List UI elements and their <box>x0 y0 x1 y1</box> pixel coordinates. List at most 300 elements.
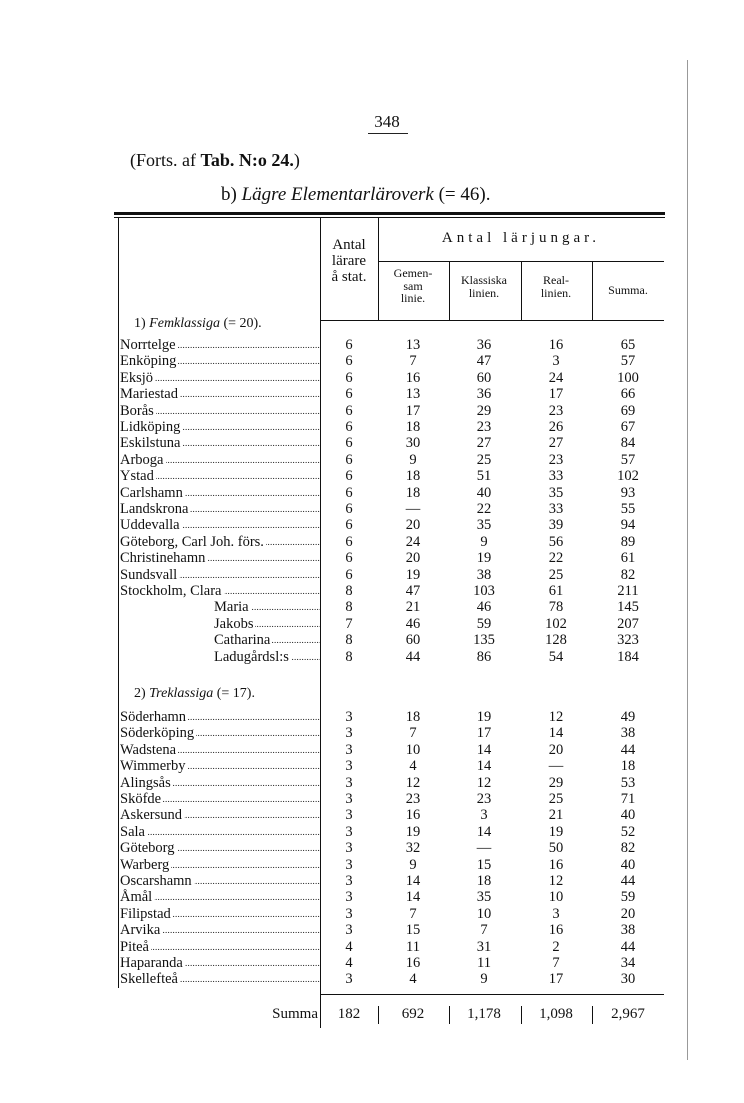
row-name: Eksjö <box>120 369 154 386</box>
row-name-cell <box>120 534 320 551</box>
cell-antal-larare: 3 <box>345 791 353 807</box>
table-row <box>0 758 744 775</box>
table-row <box>0 873 744 890</box>
row-name: Skellefteå <box>120 971 178 988</box>
cell-gemensam: 16 <box>405 955 421 971</box>
cell-gemensam: 11 <box>406 938 420 955</box>
cell-real: — <box>548 758 564 775</box>
section-title-italic: Femklassiga <box>149 316 220 331</box>
cell-antal-larare: 6 <box>345 533 353 550</box>
section-title-italic: Treklassiga <box>149 686 214 701</box>
row-name: Eskilstuna <box>120 435 181 452</box>
row-name: Sundsvall <box>120 566 178 583</box>
summa-real: 1,098 <box>539 1006 573 1022</box>
cell-antal-larare: 7 <box>345 615 353 632</box>
section-title-suffix: (= 17). <box>213 686 255 701</box>
cell-summa: 44 <box>620 873 636 889</box>
cell-gemensam: 32 <box>405 840 421 857</box>
cell-real: 17 <box>548 386 564 403</box>
cell-gemensam: 12 <box>405 774 421 791</box>
cell-gemensam: 46 <box>405 615 421 632</box>
cell-klassiska: 7 <box>480 922 488 939</box>
row-name: Oscarshamn <box>120 873 192 889</box>
cell-antal-larare: 6 <box>345 402 353 419</box>
cell-gemensam: 17 <box>405 402 421 419</box>
cell-klassiska: 11 <box>477 955 491 971</box>
table-row <box>0 583 744 600</box>
summa-total: 2,967 <box>611 1006 645 1022</box>
table-row <box>0 501 744 518</box>
cell-summa: 38 <box>620 725 636 742</box>
cell-antal-larare: 6 <box>345 501 353 517</box>
row-name: Sköfde <box>120 791 162 807</box>
cell-real: 33 <box>548 468 564 485</box>
cell-summa: 65 <box>620 337 636 353</box>
cell-summa: 40 <box>620 807 636 824</box>
table-row <box>0 807 744 824</box>
summa-gemensam: 692 <box>401 1006 425 1022</box>
cell-antal-larare: 4 <box>345 938 353 955</box>
cell-klassiska: 38 <box>476 566 492 583</box>
cell-real: 20 <box>548 741 564 758</box>
table-row <box>0 632 744 649</box>
row-name-cell <box>120 939 320 956</box>
cell-antal-larare: 3 <box>345 922 353 939</box>
cell-summa: 44 <box>620 741 636 758</box>
header-gemensam-line: sam <box>403 278 423 293</box>
table-row <box>0 775 744 792</box>
cell-klassiska: 135 <box>473 632 495 649</box>
table-row <box>0 337 744 354</box>
cell-antal-larare: 3 <box>345 807 353 824</box>
cell-gemensam: 19 <box>405 823 421 840</box>
cell-gemensam: 18 <box>405 419 421 435</box>
table-row <box>0 403 744 420</box>
header-gemensam <box>378 267 448 305</box>
cell-summa: 59 <box>620 889 636 906</box>
header-real-line: Real- <box>543 273 569 287</box>
cell-real: 54 <box>548 648 564 665</box>
row-name: Ladugårdsl:s <box>214 648 289 665</box>
cell-real: 12 <box>548 873 564 889</box>
page-number-rule <box>368 133 408 134</box>
row-name-cell <box>120 857 320 874</box>
cell-klassiska: 23 <box>476 419 492 435</box>
cell-gemensam: 19 <box>405 566 421 583</box>
row-name-cell <box>120 758 320 775</box>
cell-antal-larare: 3 <box>345 840 353 857</box>
cell-summa: 44 <box>620 938 636 955</box>
section-title-prefix: 1) <box>134 316 150 331</box>
cell-antal-larare: 6 <box>345 337 353 353</box>
section-title <box>134 686 255 702</box>
cell-summa: 67 <box>620 419 636 435</box>
cell-klassiska: 35 <box>476 517 492 534</box>
cell-summa: 52 <box>620 823 636 840</box>
cell-klassiska: 9 <box>480 971 488 988</box>
cell-antal-larare: 6 <box>345 435 353 452</box>
header-summa: Summa. <box>608 283 648 297</box>
summa-top-rule <box>320 994 664 995</box>
cell-summa: 34 <box>620 955 636 971</box>
cell-antal-larare: 6 <box>345 468 353 485</box>
row-name-cell <box>120 468 320 485</box>
cell-gemensam: 4 <box>409 971 417 988</box>
cell-summa: 61 <box>620 550 636 567</box>
cell-summa: 82 <box>620 840 636 857</box>
row-name: Christinehamn <box>120 550 206 567</box>
row-name: Arboga <box>120 451 164 468</box>
row-name-cell <box>120 517 320 534</box>
cell-antal-larare: 3 <box>345 823 353 840</box>
table-row <box>0 517 744 534</box>
table-row <box>0 971 744 988</box>
row-name: Söderhamn <box>120 709 187 725</box>
cell-real: 29 <box>548 774 564 791</box>
cell-gemensam: 9 <box>409 856 417 873</box>
cell-real: 7 <box>552 955 560 971</box>
cell-klassiska: 51 <box>476 468 492 485</box>
cell-antal-larare: 6 <box>345 550 353 567</box>
cell-klassiska: 19 <box>476 550 492 567</box>
cell-klassiska: — <box>476 840 492 857</box>
cell-summa: 82 <box>620 566 636 583</box>
cell-antal-larare: 3 <box>345 856 353 873</box>
row-name: Piteå <box>120 938 149 955</box>
cell-antal-larare: 8 <box>345 599 353 616</box>
row-name-cell <box>120 775 320 792</box>
table-row <box>0 452 744 469</box>
row-name-cell <box>120 824 320 841</box>
table-subtitle <box>221 184 490 206</box>
header-gemensam-line: linie. <box>400 291 426 306</box>
row-name: Wadstena <box>120 741 177 758</box>
cell-gemensam: 15 <box>405 922 421 939</box>
cell-klassiska: 103 <box>473 583 495 599</box>
cell-klassiska: 18 <box>476 873 492 889</box>
cell-antal-larare: 3 <box>345 889 353 906</box>
table-row <box>0 567 744 584</box>
cell-antal-larare: 3 <box>345 725 353 742</box>
cell-antal-larare: 8 <box>345 648 353 665</box>
cell-gemensam: 20 <box>405 517 421 534</box>
row-name-cell <box>120 370 320 387</box>
cell-real: 78 <box>548 599 564 616</box>
section-title-prefix: 2) <box>134 686 150 701</box>
header-antal-larare <box>320 238 378 285</box>
cell-summa: 18 <box>620 758 636 775</box>
cell-klassiska: 59 <box>476 615 492 632</box>
summa-klassiska: 1,178 <box>467 1006 501 1022</box>
row-name: Mariestad <box>120 386 178 403</box>
table-row <box>0 742 744 759</box>
cell-summa: 84 <box>620 435 636 452</box>
cell-klassiska: 17 <box>476 725 492 742</box>
table-top-rule-thin <box>114 217 665 218</box>
cell-gemensam: 44 <box>405 648 421 665</box>
header-real-line: linien. <box>540 285 572 300</box>
cell-real: 16 <box>548 856 564 873</box>
continuation-note <box>130 150 300 171</box>
row-name-cell <box>120 840 320 857</box>
row-name: Stockholm, Clara <box>120 583 222 599</box>
row-name-cell <box>120 709 320 726</box>
cell-real: 2 <box>552 938 560 955</box>
cell-summa: 145 <box>617 599 639 616</box>
row-name-cell <box>120 386 320 403</box>
header-klassiska-line: Klassiska <box>461 273 507 287</box>
cell-real: 33 <box>548 501 564 517</box>
row-name-cell <box>120 873 320 890</box>
cell-real: 10 <box>548 889 564 906</box>
row-name-cell <box>120 583 320 600</box>
cell-klassiska: 14 <box>476 823 492 840</box>
table-row <box>0 791 744 808</box>
table-row <box>0 599 744 616</box>
cell-antal-larare: 8 <box>345 583 353 599</box>
cell-gemensam: 18 <box>405 468 421 485</box>
cell-summa: 40 <box>620 856 636 873</box>
cell-real: 3 <box>552 353 560 370</box>
cell-real: 25 <box>548 791 564 807</box>
cell-antal-larare: 4 <box>345 955 353 971</box>
cell-gemensam: 7 <box>409 725 417 742</box>
row-name: Carlshamn <box>120 484 183 501</box>
cell-gemensam: 18 <box>405 709 421 725</box>
table-row <box>0 824 744 841</box>
cell-summa: 211 <box>617 583 639 599</box>
table-reference: Tab. N:o 24. <box>200 150 294 170</box>
cell-gemensam: 7 <box>409 353 417 370</box>
cell-summa: 69 <box>620 402 636 419</box>
row-name: Göteborg, Carl Joh. förs. <box>120 533 264 550</box>
cell-gemensam: — <box>405 501 421 517</box>
table-row <box>0 922 744 939</box>
cell-summa: 20 <box>620 905 636 922</box>
cell-summa: 30 <box>620 971 636 988</box>
cell-summa: 323 <box>617 632 639 649</box>
table-row <box>0 485 744 502</box>
summa-label: Summa <box>272 1006 318 1022</box>
cell-real: 27 <box>548 435 564 452</box>
cell-klassiska: 14 <box>476 741 492 758</box>
cell-klassiska: 36 <box>476 386 492 403</box>
row-name: Alingsås <box>120 774 171 791</box>
table-row <box>0 955 744 972</box>
cell-klassiska: 36 <box>476 337 492 353</box>
cell-gemensam: 7 <box>409 905 417 922</box>
header-sub-rule <box>378 261 664 262</box>
row-name-cell <box>120 807 320 824</box>
cell-gemensam: 60 <box>405 632 421 649</box>
row-name: Haparanda <box>120 955 183 971</box>
table-row <box>0 709 744 726</box>
header-real <box>521 274 591 299</box>
cell-real: 56 <box>548 533 564 550</box>
cell-klassiska: 25 <box>476 451 492 468</box>
row-name-cell <box>120 452 320 469</box>
cell-gemensam: 24 <box>405 533 421 550</box>
cell-summa: 66 <box>620 386 636 403</box>
cell-klassiska: 31 <box>476 938 492 955</box>
cell-gemensam: 13 <box>405 386 421 403</box>
cell-gemensam: 30 <box>405 435 421 452</box>
cell-antal-larare: 6 <box>345 369 353 386</box>
cell-klassiska: 46 <box>476 599 492 616</box>
cell-antal-larare: 3 <box>345 758 353 775</box>
cell-antal-larare: 6 <box>345 566 353 583</box>
cell-real: 50 <box>548 840 564 857</box>
table-row <box>0 840 744 857</box>
cell-gemensam: 10 <box>405 741 421 758</box>
cell-gemensam: 20 <box>405 550 421 567</box>
cell-gemensam: 18 <box>405 484 421 501</box>
row-name: Göteborg <box>120 840 175 857</box>
cell-klassiska: 22 <box>476 501 492 517</box>
table-row <box>0 550 744 567</box>
cell-klassiska: 35 <box>476 889 492 906</box>
row-name: Landskrona <box>120 501 189 517</box>
cell-summa: 71 <box>620 791 636 807</box>
header-klassiska-line: linien. <box>468 285 500 300</box>
table-row <box>0 534 744 551</box>
cell-real: 16 <box>548 922 564 939</box>
cell-summa: 184 <box>617 648 639 665</box>
cell-summa: 89 <box>620 533 636 550</box>
row-name-cell <box>120 337 320 354</box>
cell-antal-larare: 3 <box>345 905 353 922</box>
cell-gemensam: 16 <box>405 807 421 824</box>
header-bottom-rule <box>320 320 664 321</box>
cell-gemensam: 14 <box>405 889 421 906</box>
header-antal-larare-line: lärare <box>331 252 367 269</box>
table-row <box>0 468 744 485</box>
page-number: 348 <box>374 112 400 131</box>
row-name-cell <box>214 616 320 633</box>
cell-summa: 53 <box>620 774 636 791</box>
row-name-cell <box>120 971 320 988</box>
header-antal-larare-line: å stat. <box>331 268 367 285</box>
cell-antal-larare: 6 <box>345 386 353 403</box>
row-name: Jakobs <box>214 615 254 632</box>
cell-real: 24 <box>548 369 564 386</box>
cell-gemensam: 23 <box>405 791 421 807</box>
subtitle-prefix: b) <box>221 184 242 205</box>
subtitle-italic: Lägre Elementarläroverk <box>241 184 434 205</box>
row-name: Catharina <box>214 632 271 649</box>
cell-gemensam: 9 <box>409 451 417 468</box>
row-name: Wimmerby <box>120 758 186 775</box>
cell-klassiska: 9 <box>480 533 488 550</box>
cell-antal-larare: 3 <box>345 873 353 889</box>
cell-antal-larare: 6 <box>345 419 353 435</box>
row-name-cell <box>214 649 320 666</box>
row-name: Uddevalla <box>120 517 180 534</box>
cell-real: 17 <box>548 971 564 988</box>
cell-summa: 57 <box>620 353 636 370</box>
cell-klassiska: 40 <box>476 484 492 501</box>
cell-antal-larare: 6 <box>345 517 353 534</box>
cell-summa: 57 <box>620 451 636 468</box>
table-row <box>0 906 744 923</box>
table-row <box>0 725 744 742</box>
cell-summa: 94 <box>620 517 636 534</box>
cell-klassiska: 19 <box>476 709 492 725</box>
cell-real: 128 <box>545 632 567 649</box>
cell-real: 21 <box>548 807 564 824</box>
continuation-prefix: (Forts. af <box>130 150 201 170</box>
cell-real: 14 <box>548 725 564 742</box>
cell-summa: 93 <box>620 484 636 501</box>
cell-gemensam: 13 <box>405 337 421 353</box>
row-name: Arvika <box>120 922 161 939</box>
summa-antal-larare: 182 <box>337 1006 361 1022</box>
header-gemensam-line: Gemen- <box>393 266 433 280</box>
row-name: Sala <box>120 823 145 840</box>
row-name: Lidköping <box>120 419 181 435</box>
cell-real: 16 <box>548 337 564 353</box>
cell-real: 23 <box>548 451 564 468</box>
table-row <box>0 616 744 633</box>
row-name-cell <box>120 922 320 939</box>
cell-klassiska: 60 <box>476 369 492 386</box>
row-name: Söderköping <box>120 725 195 742</box>
cell-real: 22 <box>548 550 564 567</box>
row-name-cell <box>120 501 320 518</box>
cell-klassiska: 3 <box>480 807 488 824</box>
cell-summa: 102 <box>617 468 639 485</box>
row-name: Askersund <box>120 807 183 824</box>
row-name-cell <box>120 955 320 972</box>
table-row <box>0 939 744 956</box>
table-row <box>0 386 744 403</box>
cell-summa: 100 <box>617 369 639 386</box>
table-top-rule <box>114 212 665 215</box>
row-name: Ystad <box>120 468 154 485</box>
cell-summa: 207 <box>617 615 639 632</box>
cell-real: 26 <box>548 419 564 435</box>
cell-real: 19 <box>548 823 564 840</box>
cell-klassiska: 15 <box>476 856 492 873</box>
row-name-cell <box>120 567 320 584</box>
row-name: Borås <box>120 402 154 419</box>
cell-gemensam: 4 <box>409 758 417 775</box>
cell-klassiska: 12 <box>476 774 492 791</box>
cell-klassiska: 86 <box>476 648 492 665</box>
cell-klassiska: 14 <box>476 758 492 775</box>
table-row <box>0 889 744 906</box>
cell-antal-larare: 3 <box>345 774 353 791</box>
cell-antal-larare: 6 <box>345 353 353 370</box>
row-name-cell <box>214 632 320 649</box>
row-name: Enköping <box>120 353 177 370</box>
cell-summa: 49 <box>620 709 636 725</box>
header-klassiska <box>449 274 519 299</box>
subtitle-suffix: (= 46). <box>433 184 491 205</box>
cell-gemensam: 21 <box>405 599 421 616</box>
cell-klassiska: 27 <box>476 435 492 452</box>
cell-gemensam: 16 <box>405 369 421 386</box>
row-name-cell <box>214 599 320 616</box>
cell-real: 3 <box>552 905 560 922</box>
cell-real: 39 <box>548 517 564 534</box>
table-row <box>0 419 744 436</box>
cell-klassiska: 29 <box>476 402 492 419</box>
row-name: Åmål <box>120 889 153 906</box>
cell-klassiska: 47 <box>476 353 492 370</box>
cell-real: 12 <box>548 709 564 725</box>
header-antal-larare-line: Antal <box>332 237 366 253</box>
